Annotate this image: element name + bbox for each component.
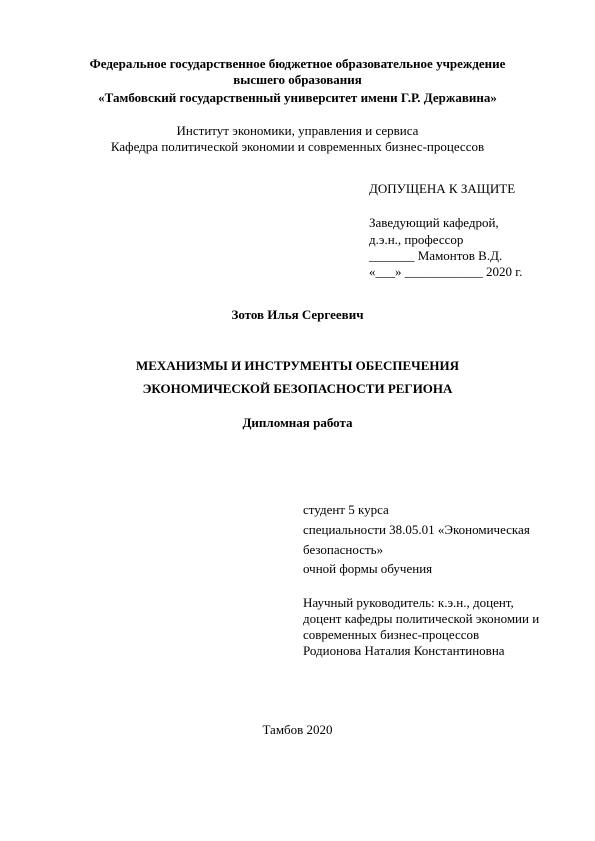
city-year: Тамбов 2020: [262, 722, 333, 737]
thesis-title-line-1: МЕХАНИЗМЫ И ИНСТРУМЕНТЫ ОБЕСПЕЧЕНИЯ: [135, 358, 459, 373]
approval-head-of-department: Заведующий кафедрой,: [369, 215, 499, 230]
supervisor-line-1: Научный руководитель: к.э.н., доцент,: [303, 595, 514, 610]
work-type: Дипломная работа: [242, 415, 353, 430]
university-name: «Тамбовский государственный университет имени Г.Р. Державина»: [98, 90, 497, 105]
thesis-title-line-2: ЭКОНОМИЧЕСКОЙ БЕЗОПАСНОСТИ РЕГИОНА: [142, 381, 453, 396]
approval-date-line: «___» ____________ 2020 г.: [369, 264, 523, 279]
institute-name: Институт экономики, управления и сервиса: [176, 123, 419, 138]
supervisor-line-3: современных бизнес-процессов: [303, 627, 480, 642]
department-name: Кафедра политической экономии и современных бизнес-процессов: [110, 139, 485, 154]
supervisor-line-2: доцент кафедры политической экономии и: [303, 611, 540, 626]
author-name: Зотов Илья Сергеевич: [231, 307, 364, 322]
student-specialty-line-2: безопасность»: [303, 542, 384, 557]
approval-title: ДОПУЩЕНА К ЗАЩИТЕ: [369, 181, 516, 196]
organization-name-line-2: высшего образования: [233, 72, 362, 87]
student-specialty-line-1: специальности 38.05.01 «Экономическая: [303, 522, 530, 537]
approval-signature-line: _______ Мамонтов В.Д.: [369, 248, 503, 263]
student-year: студент 5 курса: [303, 502, 389, 517]
supervisor-name: Родионова Наталия Константиновна: [303, 643, 505, 658]
student-study-form: очной формы обучения: [303, 561, 433, 576]
organization-name-line-1: Федеральное государственное бюджетное образовательное учреждение: [89, 56, 506, 71]
approval-degree: д.э.н., профессор: [369, 232, 464, 247]
